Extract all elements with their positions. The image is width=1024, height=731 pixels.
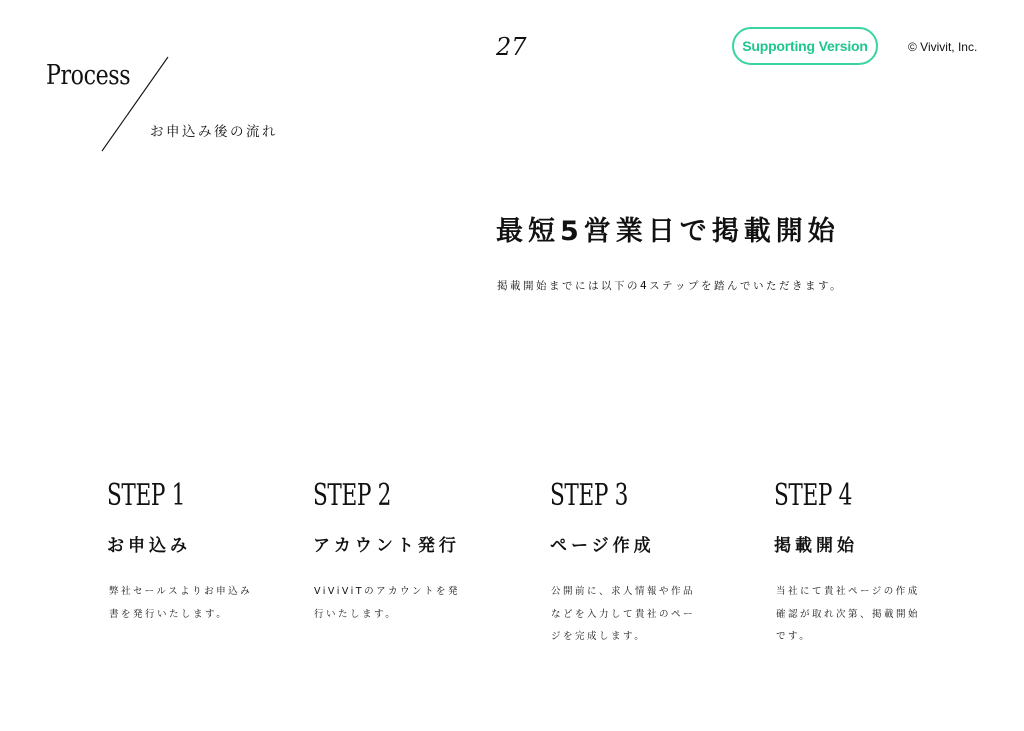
section-title: Process <box>46 60 131 91</box>
subhead: 掲載開始までには以下の4ステップを踏んでいただきます。 <box>497 280 844 292</box>
step-3 <box>550 478 658 513</box>
page-number: 27 <box>496 33 527 61</box>
step-2 <box>313 478 421 513</box>
step-label: STEP 3 <box>550 478 628 513</box>
version-badge: Supporting Version <box>732 27 878 65</box>
step-name: 掲載開始 <box>774 536 858 556</box>
step-description: ViViViTのアカウントを発 行いたします。 <box>314 586 460 620</box>
step-label: STEP 2 <box>313 478 391 513</box>
step-description: 公開前に、求人情報や作品 などを入力して貴社のペー ジを完成します。 <box>551 586 696 642</box>
step-1 <box>107 478 215 513</box>
step-name: アカウント発行 <box>313 536 460 556</box>
step-label: STEP 1 <box>107 478 185 513</box>
headline: 最短5営業日で掲載開始 <box>496 216 840 247</box>
step-description: 弊社セールスよりお申込み 書を発行いたします。 <box>109 586 253 620</box>
section-subtitle: お申込み後の流れ <box>150 124 278 140</box>
step-4 <box>774 478 882 513</box>
step-description: 当社にて貴社ページの作成 確認が取れ次第、掲載開始 です。 <box>776 586 921 642</box>
copyright-text: © Vivivit, Inc. <box>908 40 978 54</box>
step-name: ページ作成 <box>550 536 655 556</box>
step-label: STEP 4 <box>774 478 852 513</box>
step-name: お申込み <box>107 536 191 556</box>
